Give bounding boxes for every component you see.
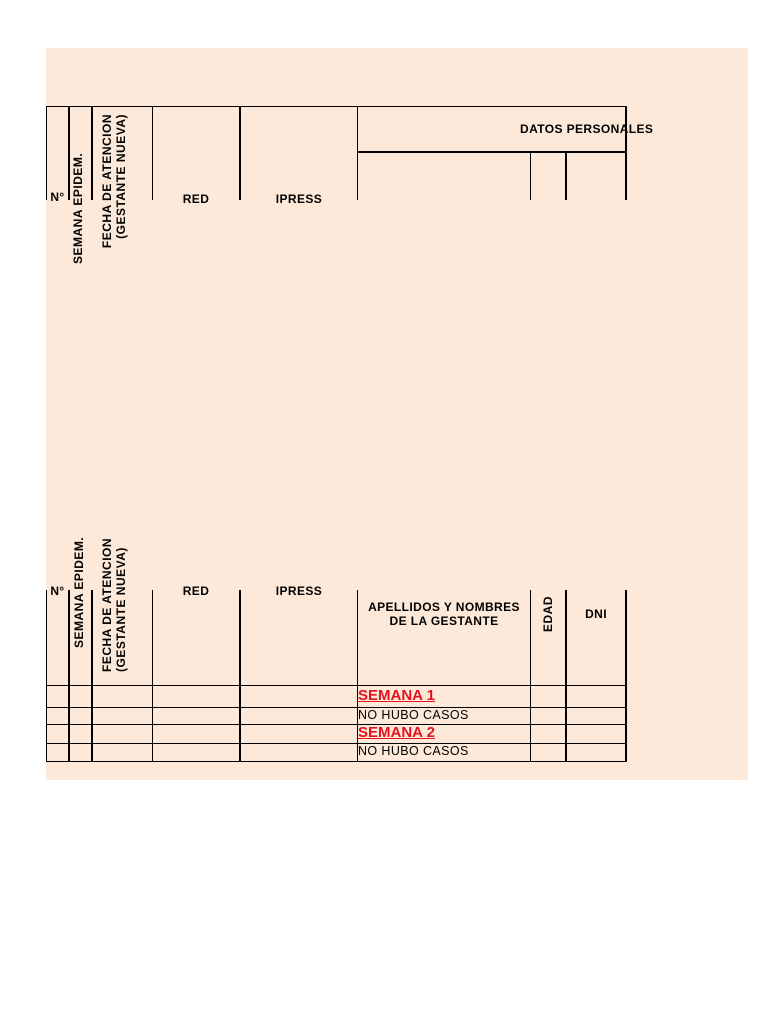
row-note-1: NO HUBO CASOS	[358, 708, 469, 722]
col-header-fecha-atencion: FECHA DE ATENCION (GESTANTE NUEVA)	[100, 114, 128, 249]
grid-line	[46, 707, 627, 708]
group-header-datos-personales: DATOS PERSONALES	[520, 122, 654, 136]
week-label-1[interactable]: SEMANA 1	[358, 687, 435, 704]
col-header-apellidos-nombres: APELLIDOS Y NOMBRES DE LA GESTANTE	[368, 600, 520, 628]
col-header-edad: EDAD	[541, 595, 555, 632]
col-header-semana-epidem: SEMANA EPIDEM.	[72, 536, 86, 648]
row-note-2: NO HUBO CASOS	[358, 744, 469, 758]
sheet-body	[0, 536, 768, 765]
grid-line	[625, 590, 627, 762]
week-label-2[interactable]: SEMANA 2	[358, 724, 435, 741]
grid-line	[91, 590, 93, 762]
col-header-ipress: IPRESS	[275, 192, 323, 206]
grid-line	[152, 590, 153, 762]
col-header-numero: N°	[50, 584, 65, 598]
col-header-red: RED	[182, 192, 210, 206]
grid-line	[530, 590, 531, 762]
col-header-dni: DNI	[585, 607, 607, 621]
col-header-red: RED	[182, 584, 210, 598]
col-header-semana-epidem: SEMANA EPIDEM.	[71, 152, 85, 264]
grid-line	[68, 590, 70, 762]
grid-line	[46, 724, 627, 725]
col-header-fecha-atencion: FECHA DE ATENCION (GESTANTE NUEVA)	[100, 537, 128, 672]
col-header-numero: N°	[50, 190, 65, 204]
col-header-ipress: IPRESS	[275, 584, 323, 598]
grid-line	[239, 590, 241, 762]
grid-line	[46, 685, 627, 686]
grid-line	[46, 743, 627, 744]
grid-line	[46, 590, 47, 762]
grid-line	[46, 761, 627, 762]
